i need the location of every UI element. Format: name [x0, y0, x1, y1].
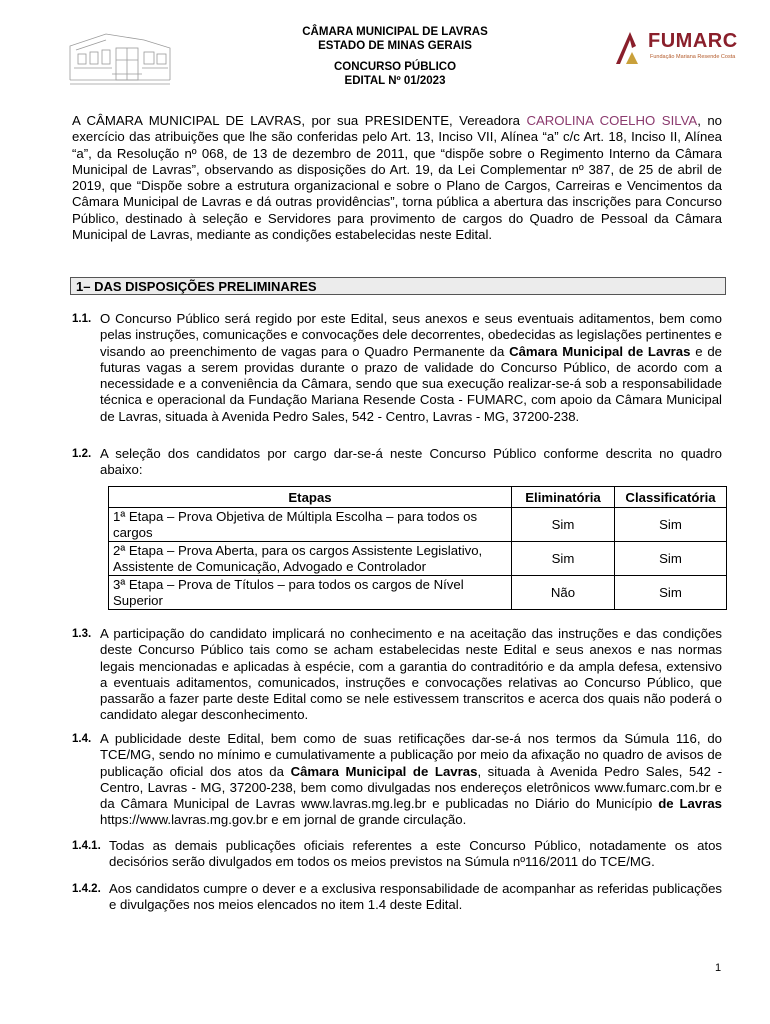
table-cell: Sim — [615, 508, 727, 542]
president-name: CAROLINA COELHO SILVA — [526, 113, 698, 128]
section-title: 1– DAS DISPOSIÇÕES PRELIMINARES — [76, 279, 317, 294]
table-header-row — [109, 487, 727, 508]
item-1-4-1 — [72, 838, 722, 871]
item-number: 1.2. — [72, 448, 92, 460]
table-cell: Não — [512, 576, 615, 610]
table-cell: 2ª Etapa – Prova Aberta, para os cargos Assistente Legislativo, Assistente de Comunicação, Advogado e Controlador — [109, 542, 512, 576]
item-1-3 — [72, 626, 722, 724]
item-number: 1.4.1. — [72, 840, 101, 852]
page-number: 1 — [715, 962, 722, 974]
item-text: A seleção dos candidatos por cargo dar-se-á neste Concurso Público conforme descrita no quadro abaixo: — [100, 446, 722, 478]
stages-table — [108, 486, 727, 610]
fumarc-logo-text: FUMARC — [648, 30, 738, 52]
item-1-4-2 — [72, 881, 722, 914]
intro-text-1: A CÂMARA MUNICIPAL DE LAVRAS, por sua PRESIDENTE, Vereadora — [72, 113, 527, 128]
item-text: A publicidade deste Edital, bem como de suas retificações dar-se-á nos termos da Súmula 116, do TCE/MG, sendo no mínimo e cumulativamente a publicação por meio da afixação no quadro de avisos de publicação oficial dos atos da Câmara Municipal de Lavras, situada à Avenida Pedro Sales, 542 - Centro, Lavras - MG, 37200-238, bem como divulgadas nos endereços eletrônicos www.fumarc.com.br e da Câmara Municipal de Lavras www.lavras.mg.leg.br e publicadas no Diário do Município de Lavras https://www.lavras.mg.gov.br e em jornal de grande circulação. — [100, 731, 722, 828]
table-row — [109, 576, 727, 610]
table-cell: Sim — [615, 576, 727, 610]
item-number: 1.4. — [72, 733, 92, 745]
item-text: O Concurso Público será regido por este Edital, seus anexos e seus eventuais aditamentos, bem como pelas instruções, comunicações e convocações dele decorrentes, obedecidas as legislações pertinentes e visando ao preenchimento de vagas para o Quadro Permanente da Câmara Municipal de Lavras e de futuras vagas a serem providas durante o prazo de validade do Concurso Público, de acordo com a necessidade e a conveniência da Câmara, sendo que sua execução realizar-se-á sob a responsabilidade técnica e operacional da Fundação Mariana Resende Costa - FUMARC, com apoio da Câmara Municipal de Lavras, situada à Avenida Pedro Sales, 542 - Centro, Lavras - MG, 37200-238. — [100, 311, 722, 424]
item-1-1 — [72, 311, 722, 425]
header-line-2: ESTADO DE MINAS GERAIS — [318, 40, 472, 52]
table-header-cell: Classificatória — [615, 487, 727, 508]
item-number: 1.3. — [72, 628, 92, 640]
item-1-2 — [72, 446, 722, 479]
item-text: Aos candidatos cumpre o dever e a exclusiva responsabilidade de acompanhar as referidas publicações e divulgações nos meios elencados no item 1.4 deste Edital. — [109, 881, 722, 913]
item-number: 1.1. — [72, 313, 92, 325]
table-cell: Sim — [512, 542, 615, 576]
fumarc-logo-subtitle: Fundação Mariana Resende Costa — [650, 54, 736, 60]
item-1-4 — [72, 731, 722, 829]
item-text: A participação do candidato implicará no conhecimento e na aceitação das instruções e das condições deste Concurso Público tais como se acham estabelecidas neste Edital e seus anexos e nas normas legais mencionadas e aplicadas à espécie, com a garantia do contraditório e da ampla defesa, extensivo a eventuais aditamentos, comunicados, instruções e convocações relativas ao Concurso Público, que passarão a fazer parte deste Edital como se nele estivessem transcritos e acerca dos quais não poderá o candidato alegar desconhecimento. — [100, 626, 722, 723]
table-header-cell: Etapas — [109, 487, 512, 508]
intro-paragraph — [72, 113, 722, 243]
header-line-4: EDITAL Nº 01/2023 — [344, 75, 446, 87]
header-line-3: CONCURSO PÚBLICO — [333, 61, 457, 73]
camara-building-logo — [66, 24, 176, 88]
table-cell: 3ª Etapa – Prova de Títulos – para todos os cargos de Nível Superior — [109, 576, 512, 610]
section-heading-bar — [70, 277, 726, 295]
intro-text-2: , no exercício das atribuições que lhe são conferidas pelo Art. 13, Inciso VII, Alínea “a” c/c Art. 18, Inciso II, Alínea “a”, da Resolução nº 068, de 13 de dezembro de 2011, que “dispõe sobre o Regimento Interno da Câmara Municipal de Lavras”, observando as disposições do Art. 19, da Lei Complementar nº 387, de 25 de abril de 2019, que “Dispõe sobre a estrutura organizacional e sobre o Plano de Cargos, Carreiras e Vencimentos da Câmara Municipal de Lavras e dá outras providências”, torna pública a abertura das inscrições para Concurso Público, destinado à seleção e Servidores para provimento de cargos do Quadro de Pessoal da Câmara Municipal de Lavras, mediante as condições estabelecidas neste Edital. — [72, 113, 723, 243]
table-cell: Sim — [512, 508, 615, 542]
header-line-1: CÂMARA MUNICIPAL DE LAVRAS — [302, 26, 488, 38]
item-text: Todas as demais publicações oficiais referentes a este Concurso Público, notadamente os atos decisórios serão divulgados em todos os meios previstos na Súmula nº116/2011 do TCE/MG. — [109, 838, 722, 870]
table-row — [109, 508, 727, 542]
table-header-cell: Eliminatória — [512, 487, 615, 508]
item-number: 1.4.2. — [72, 883, 101, 895]
table-cell: Sim — [615, 542, 727, 576]
document-header — [230, 25, 560, 88]
table-cell: 1ª Etapa – Prova Objetiva de Múltipla Escolha – para todos os cargos — [109, 508, 512, 542]
table-row — [109, 542, 727, 576]
